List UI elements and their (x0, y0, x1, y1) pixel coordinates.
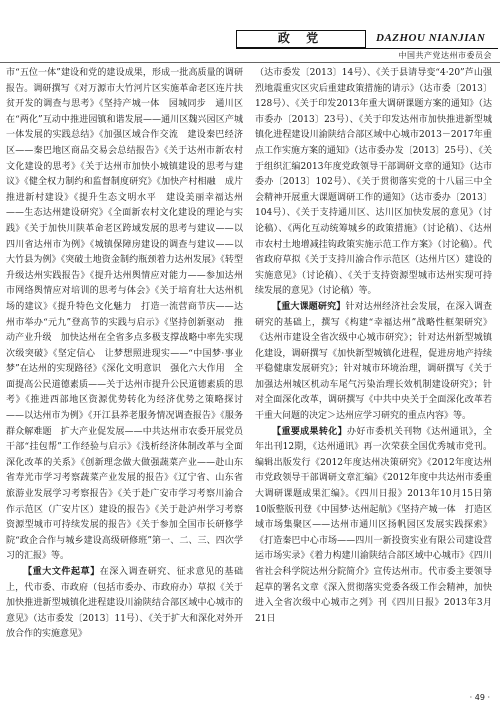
section-tag-topic-research: 【重大课题研究】 (272, 301, 346, 312)
header-divider (0, 62, 500, 63)
page-number: · 49 · (469, 693, 490, 702)
left-paragraph-document-drafting (6, 565, 243, 643)
left-column (6, 66, 243, 643)
right-column (255, 66, 492, 627)
topic-research-text: 针对达州经济社会发展，在深入调查研究的基础上，撰写《构建“幸福达州”战略性框架研究》《达州市建设全省次级中心城市研究》；针对达州新型城镇化建设，调研撰写《加快新型城镇化进程，促进房地产持续平稳健康发展研究》；针对城市环境治理，调研撰写《关于加强达州城区机动车尾气污染治理长效机制建设研究》；针对全面深化改革，调研撰写《中共中央关于全面深化改革若干重大问题的决定＞达州应学习研究的重点内容》等。 (255, 301, 492, 422)
document-drafting-text: 在深入调查研究、征求意见的基础上，代市委、市政府（包括市委办、市政府办）草拟《关于加快推进新型城镇化进程建设川渝陕结合部区域中心城市的意见》（达市委发〔2013〕11号）、《关于扩大和深化对外开放合作的实施意见》 (6, 567, 243, 640)
left-paragraph-research-list: 市“五位一体”建设和党的建设成果，形成一批高质量的调研报告。调研撰写《对万源市大竹河片区实施革命老区连片扶贫开发的调查与思考》《坚持产城一体 园城同步 通川区在“两化”互动中推进园镇和谐发展——通川区魏兴园区产城一体发展的实践总结》《加强区域合作交流 建设秦巴经济区——秦巴地区商品交易会总结报告》《关于达州市新农村文化建设的思考》《关于达州市加快小城镇建设的思考与建议》《健全权力制约和监督制度研究》《加快产村相融 成片推进新村建设》《提升生态文明水平 建设美丽幸福达州——生态达州建设研究》《全面新农村文化建设的理论与实践》《关于加快川陕革命老区跨域发展的思考与建议——以四川省达州市为例》《城镇保障房建设的调查与建议——以大竹县为例》《突破土地资金制约瓶颈着力达州发展》《转型升级达州实践报告》《提升达州舆情应对能力——参加达州市网络舆情应对培训的思考与体会》《关于培育壮大达州机场的建议》《提升特色文化魅力 打造一流营商节庆——达州市举办“元九”登高节的实践与启示》《坚持创新驱动 推动产业升级 加快达州在全省多点多极支撑战略中率先实现次级突破》《坚定信心 让梦想照进现实——“中国梦·事业梦”在达州的实现路径》《深化文明意识 强化六大作用 全面提高公民道德素质——关于达州市提升公民道德素质的思考》《推进西部地区资源优势转化为经济优势之策略探讨——以达州市为例》《开江县养老服务情况调查报告》《服务群众解难题 扩大产业促发展——中共达州市农委开展党员干部“挂包帮”工作经验与启示》《浅析经济体制改革与全面深化改革的关系》《创新理念做大做强蔬菜产业——赴山东省寿光市学习考察蔬菜产业发展的报告》《辽宁省、山东省旅游业发展学习考察报告》《关于赴广安市学习考察川渝合作示范区（广安片区）建设的报告》《关于赴泸州学习考察资源型城市可持续发展的报告》《关于参加全国市长研修学院“政企合作与城乡建设高级研修班”第一、二、三、四次学习的汇报》等。 (6, 68, 243, 562)
organization-name: 中国共产党达州市委员会 (398, 51, 492, 60)
magazine-name: DAZHOU NIANJIAN (376, 32, 486, 44)
right-paragraph-topic-research (255, 300, 492, 425)
section-tag-document-drafting: 【重大文件起草】 (23, 567, 100, 577)
section-title-box: 政 党 (236, 30, 366, 48)
right-paragraph-document-list: （达市委发〔2013〕14号）、《关于县请导变“4·20”芦山强烈地震重灾区灾后重建政策措施的请示》（达市委〔2013〕128号）、《关于印发2013年重大调研课题方案的通知》（达市委办〔2013〕23号）、《关于印发达州市加快推进新型城镇化进程建设川渝陕结合部区域中心城市2013－2017年重点工作实施方案的通知》（达市委办发〔2013〕25号）、《关于组织汇编2013年度党政领导干部调研文章的通知》（达市委办〔2013〕102号）、《关于贯彻落实党的十八届三中全会精神开展重大课题调研工作的通知》（达市委办〔2013〕104号）、《关于支持通川区、达川区加快发展的意见》（讨论稿）、《两化互动统筹城乡的政策措施》（讨论稿）、《达州市农村土地增减挂钩政策实施示范工作方案》（讨论稿）。代省政府草拟《关于支持川渝合作示范区（达州片区）建设的实施意见》（讨论稿）、《关于支持资源型城市达州实现可持续发展的意见》（讨论稿）等。 (255, 68, 492, 297)
right-paragraph-results-transformation (255, 425, 492, 628)
header-rule (236, 48, 498, 49)
results-transformation-text: 办好市委机关刊物《达州通讯》，全年出刊12期，《达州通讯》再一次荣获全国优秀城市党刊。编辑出版发行《2012年度达州决策研究》《2012年度达州市党政领导干部调研文章汇编》《2012年度中共达州市委重大调研课题成果汇编》。《四川日报》2013年10月15日第10版整版刊登《中国梦·达州起航》《坚持产城一体 打造区域市场集聚区——达州市通川区扬帆园区发展实践探索》《打造秦巴中心市场——四川一新投资实业有限公司建设营运市场实录》《着力构建川渝陕结合部区域中心城市》《四川省社会科学院达州分院简介》宣传达州市。代市委主要领导起草的署名文章《深入贯彻落实党委各级工作会精神，加快进入全省次级中心城市之列》刊《四川日报》2013年3月21日 (255, 426, 492, 624)
section-tag-results-transformation: 【重要成果转化】 (272, 426, 348, 437)
page-header (0, 0, 500, 60)
